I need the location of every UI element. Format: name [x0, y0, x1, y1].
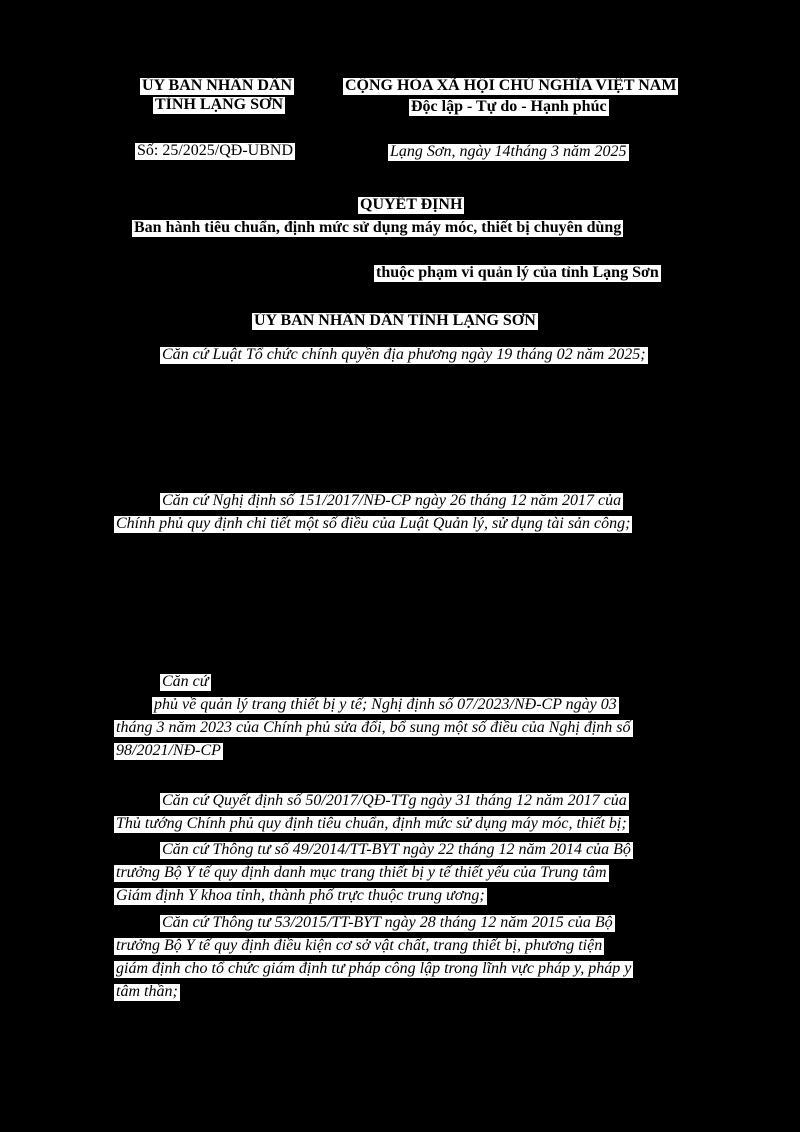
- basis-6-line2: trưởng Bộ Y tế quy định điều kiện cơ sở vật chất, trang thiết bị, phương tiện: [116, 937, 603, 954]
- doc-number: Số: 25/2025/QĐ-UBND: [137, 142, 294, 159]
- basis-5-line1: Căn cứ Thông tư số 49/2014/TT-BYT ngày 22 tháng 12 năm 2014 của Bộ: [162, 841, 631, 858]
- basis-6-line1: Căn cứ Thông tư 53/2015/TT-BYT ngày 28 tháng 12 năm 2015 của Bộ: [162, 914, 613, 931]
- org-name-line2: TỈNH LẠNG SƠN: [155, 96, 284, 113]
- authority-heading: ỦY BAN NHÂN DÂN TỈNH LẠNG SƠN: [254, 312, 536, 329]
- basis-3-line2: phủ về quản lý trang thiết bị y tế; Nghị định số 07/2023/NĐ-CP ngày 03: [154, 696, 617, 713]
- basis-5-line3: Giám định Y khoa tỉnh, thành phố trực thuộc trung ương;: [116, 887, 485, 904]
- org-name-line1: ỦY BAN NHÂN DÂN: [142, 77, 293, 94]
- basis-6-line4: tâm thần;: [116, 983, 178, 1000]
- subject-line2: thuộc phạm vi quản lý của tỉnh Lạng Sơn: [376, 264, 659, 281]
- basis-3-line3: tháng 3 năm 2023 của Chính phủ sửa đổi, bổ sung một số điều của Nghị định số: [116, 719, 631, 736]
- basis-4-line2: Thủ tướng Chính phủ quy định tiêu chuẩn, định mức sử dụng máy móc, thiết bị;: [116, 815, 627, 832]
- nation-title: CỘNG HÒA XÃ HỘI CHỦ NGHĨA VIỆT NAM: [345, 77, 677, 94]
- basis-6-line3: giám định cho tổ chức giám định tư pháp công lập trong lĩnh vực pháp y, pháp y: [116, 960, 632, 977]
- basis-3-line4: 98/2021/NĐ-CP: [116, 742, 221, 759]
- basis-4-line1: Căn cứ Quyết định số 50/2017/QĐ-TTg ngày 31 tháng 12 năm 2017 của: [162, 792, 627, 809]
- basis-3-line1: Căn cứ: [162, 673, 209, 690]
- basis-2-line1: Căn cứ Nghị định số 151/2017/NĐ-CP ngày 26 tháng 12 năm 2017 của: [162, 492, 622, 509]
- basis-2-line2: Chính phủ quy định chi tiết một số điều của Luật Quản lý, sử dụng tài sản công;: [116, 515, 631, 532]
- basis-1: Căn cứ Luật Tổ chức chính quyền địa phương ngày 19 tháng 02 năm 2025;: [162, 346, 646, 363]
- nation-motto: Độc lập - Tự do - Hạnh phúc: [411, 98, 607, 115]
- place-date: Lạng Sơn, ngày 14tháng 3 năm 2025: [390, 143, 627, 160]
- basis-5-line2: trưởng Bộ Y tế quy định danh mục trang thiết bị y tế thiết yếu của Trung tâm: [116, 864, 607, 881]
- doc-type-title: QUYẾT ĐỊNH: [360, 196, 463, 213]
- subject-line1: Ban hành tiêu chuẩn, định mức sử dụng máy móc, thiết bị chuyên dùng: [134, 219, 622, 236]
